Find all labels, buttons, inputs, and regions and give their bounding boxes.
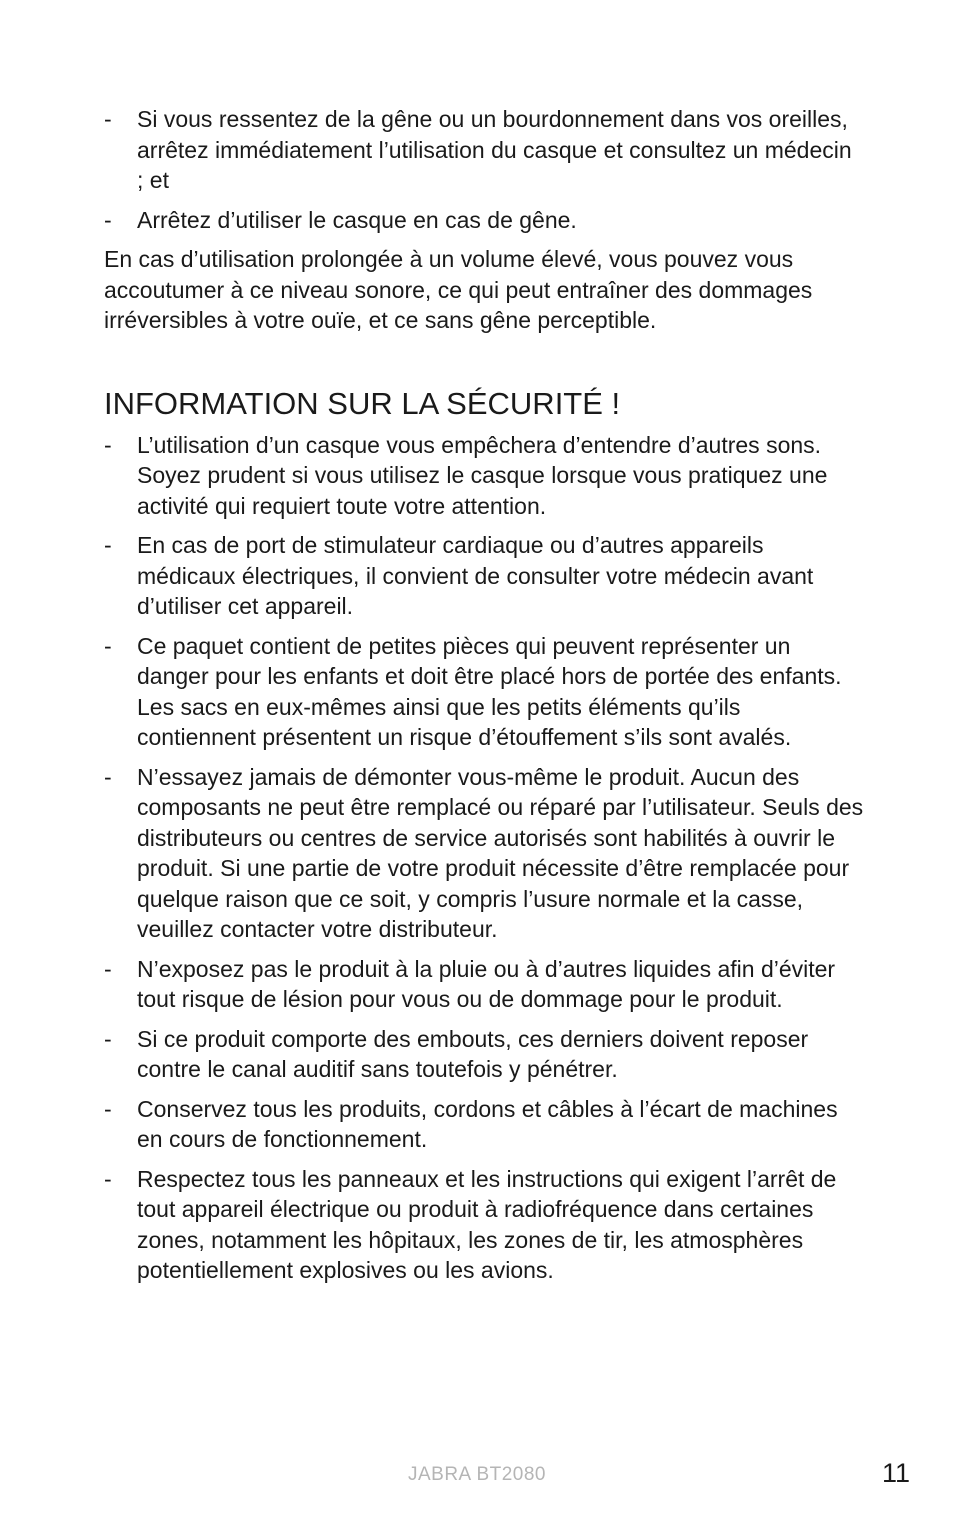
list-item	[104, 1094, 864, 1155]
intro-paragraph: En cas d’utilisation prolongée à un volume élevé, vous pouvez vous accoutumer à ce niveau sonore, ce qui peut entraîner des dommages irréversibles à votre ouïe, et ce sans gêne perceptible.	[104, 246, 813, 333]
bullet-dash: -	[104, 532, 112, 558]
bullet-text: Si ce produit comporte des embouts, ces derniers doivent reposer contre le canal auditif sans toutefois y pénétrer.	[137, 1025, 809, 1082]
list-item	[104, 530, 864, 622]
intro-bullet-list	[104, 104, 864, 235]
bullet-text: En cas de port de stimulateur cardiaque ou d’autres appareils médicaux électriques, il convient de consulter votre médecin avant d’utiliser cet appareil.	[137, 532, 814, 619]
bullet-dash: -	[104, 763, 112, 790]
footer-brand: JABRA BT2080	[407, 1464, 547, 1485]
list-item	[104, 430, 864, 522]
bullet-dash: -	[104, 206, 112, 233]
bullet-text: Conservez tous les produits, cordons et câbles à l’écart de machines en cours de fonctionnement.	[137, 1095, 838, 1152]
bullet-dash: -	[104, 632, 112, 659]
list-item	[104, 631, 864, 753]
bullet-text: N’essayez jamais de démonter vous-même le produit. Aucun des composants ne peut être remplacé ou réparé par l’utilisateur. Seuls des distributeurs ou centres de service autorisés sont habilités à ouvrir le produit. Si une partie de votre produit nécessite d’être remplacée pour quelque raison que ce soit, y compris l’usure normale et la casse, veuillez contacter votre distributeur.	[137, 763, 864, 942]
bullet-text: Respectez tous les panneaux et les instructions qui exigent l’arrêt de tout appareil électrique ou produit à radiofréquence dans certaines zones, notamment les hôpitaux, les zones de tir, les atmosphères potentiellement explosives ou les avions.	[137, 1165, 837, 1283]
bullet-text: Si vous ressentez de la gêne ou un bourdonnement dans vos oreilles, arrêtez immédiatement l’utilisation du casque et consultez un médecin ; et	[137, 106, 852, 193]
section-heading: INFORMATION SUR LA SÉCURITÉ !	[104, 385, 621, 421]
bullet-dash: -	[104, 106, 112, 132]
page-content	[104, 104, 864, 1295]
bullet-dash: -	[104, 1095, 112, 1122]
bullet-dash: -	[104, 431, 112, 458]
bullet-dash: -	[104, 1165, 112, 1192]
bullet-dash: -	[104, 955, 112, 982]
page-number: 11	[881, 1458, 910, 1488]
list-item	[104, 205, 864, 236]
bullet-text: Ce paquet contient de petites pièces qui peuvent représenter un danger pour les enfants et doit être placé hors de portée des enfants. Les sacs en eux-mêmes ainsi que les petits éléments qu’ils contiennent présentent un risque d’étouffement s’ils sont avalés.	[137, 632, 842, 750]
bullet-text: Arrêtez d’utiliser le casque en cas de gêne.	[137, 206, 577, 233]
safety-bullet-list	[104, 430, 864, 1286]
bullet-dash: -	[104, 1025, 112, 1052]
bullet-text: L’utilisation d’un casque vous empêchera d’entendre d’autres sons. Soyez prudent si vous utilisez le casque lorsque vous pratiquez une activité qui requiert toute votre attention.	[137, 431, 828, 519]
list-item	[104, 1024, 864, 1085]
bullet-text: N’exposez pas le produit à la pluie ou à d’autres liquides afin d’éviter tout risque de lésion pour vous ou de dommage pour le produit.	[137, 955, 836, 1012]
list-item	[104, 1164, 864, 1286]
list-item	[104, 954, 864, 1015]
list-item	[104, 104, 864, 196]
list-item	[104, 762, 864, 945]
